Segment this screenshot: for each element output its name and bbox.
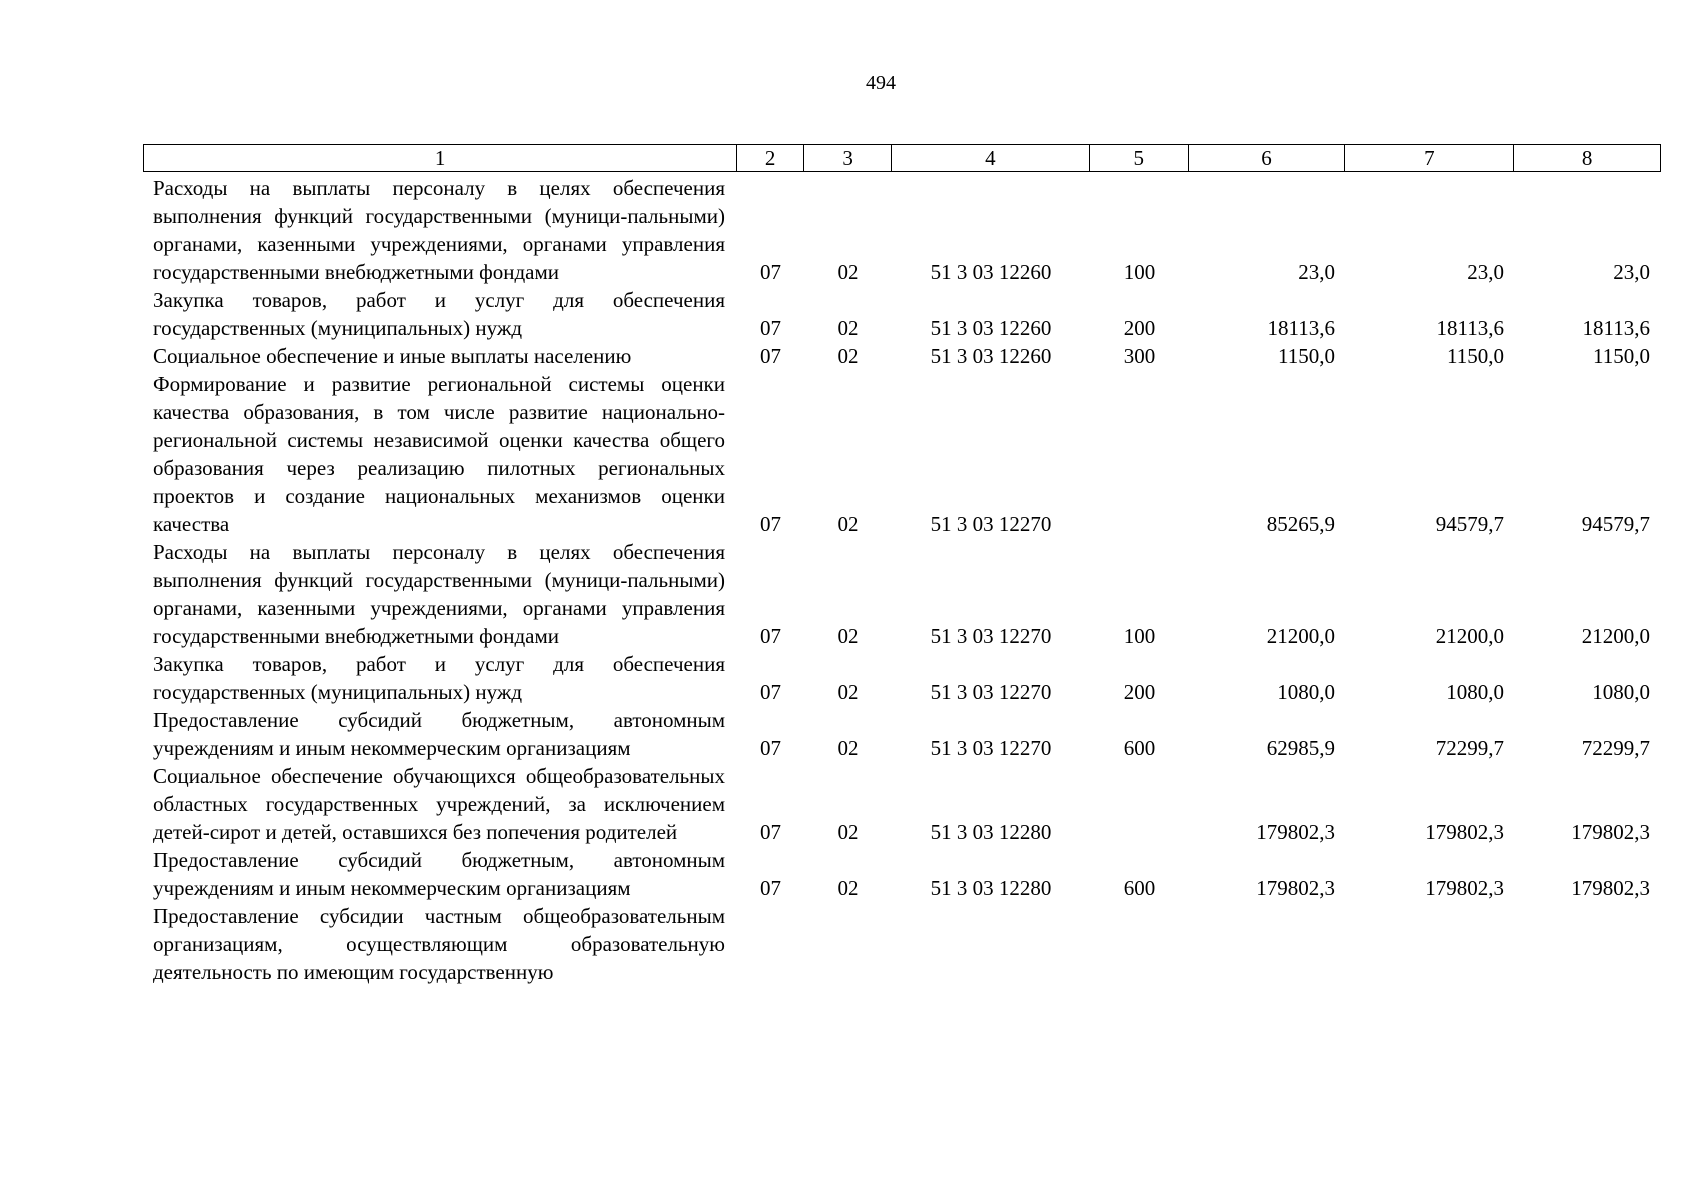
section-code: 07 (760, 820, 781, 844)
section-code: 07 (760, 260, 781, 284)
amount-col-8: 72299,7 (1581, 736, 1650, 760)
header-col-6: 6 (1189, 145, 1346, 171)
target-article-code: 51 3 03 12280 (930, 820, 1052, 844)
expense-type-code: 300 (1123, 344, 1156, 368)
target-article-code: 51 3 03 12270 (930, 736, 1052, 760)
amount-col-6: 1080,0 (1277, 680, 1335, 704)
subsection-code: 02 (837, 624, 859, 648)
expense-type-code: 200 (1123, 680, 1156, 704)
amount-col-7: 72299,7 (1435, 736, 1504, 760)
amount-col-6: 21200,0 (1266, 624, 1335, 648)
section-code: 07 (760, 316, 781, 340)
table-row (143, 650, 1661, 706)
expense-type-code: 100 (1123, 624, 1156, 648)
expense-type-code: 600 (1123, 876, 1156, 900)
amount-col-7: 94579,7 (1435, 512, 1504, 536)
row-description: Формирование и развитие региональной системы оценки качества образования, в том числе развитие национально-региональной системы независимой оценки качества общего образования через реализацию пилотных региональных проектов и создание национальных механизмов оценки качества (153, 372, 725, 536)
amount-col-6: 179802,3 (1256, 876, 1335, 900)
expense-type-code: 100 (1123, 260, 1156, 284)
subsection-code: 02 (837, 260, 859, 284)
subsection-code: 02 (837, 736, 859, 760)
row-description: Предоставление субсидии частным общеобразовательным организациям, осуществляющим образовательную деятельность по имеющим государственную (153, 904, 725, 984)
amount-col-7: 179802,3 (1425, 876, 1504, 900)
row-description: Социальное обеспечение и иные выплаты населению (153, 344, 632, 368)
target-article-code: 51 3 03 12260 (930, 260, 1052, 284)
section-code: 07 (760, 512, 781, 536)
target-article-code: 51 3 03 12270 (930, 624, 1052, 648)
section-code: 07 (760, 624, 781, 648)
table-row (143, 342, 1661, 370)
header-col-8: 8 (1581, 146, 1593, 170)
section-code: 07 (760, 680, 781, 704)
amount-col-7: 1080,0 (1446, 680, 1504, 704)
subsection-code: 02 (837, 344, 859, 368)
row-description: Расходы на выплаты персоналу в целях обеспечения выполнения функций государственными (муници-пальными) органами, казенными учреждениями, органами управления государственными внебюджетными фондами (153, 540, 725, 648)
target-article-code: 51 3 03 12270 (930, 680, 1052, 704)
amount-col-8: 94579,7 (1581, 512, 1650, 536)
amount-col-8: 1150,0 (1593, 344, 1650, 368)
table-row (143, 902, 1661, 986)
table-row (143, 286, 1661, 342)
header-col-7: 7 (1345, 145, 1514, 171)
amount-col-7: 18113,6 (1436, 316, 1504, 340)
section-code: 07 (760, 344, 781, 368)
section-code: 07 (760, 736, 781, 760)
target-article-code: 51 3 03 12270 (930, 512, 1052, 536)
amount-col-7: 23,0 (1467, 260, 1504, 284)
table-row (143, 538, 1661, 650)
section-code: 07 (760, 876, 781, 900)
subsection-code: 02 (837, 512, 859, 536)
amount-col-7: 21200,0 (1435, 624, 1504, 648)
row-description: Предоставление субсидий бюджетным, автономным учреждениям и иным некоммерческим организациям (153, 708, 725, 760)
target-article-code: 51 3 03 12260 (930, 316, 1052, 340)
amount-col-7: 1150,0 (1447, 344, 1504, 368)
row-description: Расходы на выплаты персоналу в целях обеспечения выполнения функций государственными (муници-пальными) органами, казенными учреждениями, органами управления государственными внебюджетными фондами (153, 176, 725, 284)
row-description: Предоставление субсидий бюджетным, автономным учреждениям и иным некоммерческим организациям (153, 848, 725, 900)
expense-type-code: 200 (1123, 316, 1156, 340)
table-row (143, 762, 1661, 846)
subsection-code: 02 (837, 876, 859, 900)
target-article-code: 51 3 03 12280 (930, 876, 1052, 900)
amount-col-8: 18113,6 (1582, 316, 1650, 340)
subsection-code: 02 (837, 820, 859, 844)
row-description: Социальное обеспечение обучающихся общеобразовательных областных государственных учреждений, за исключением детей-сирот и детей, оставшихся без попечения родителей (153, 764, 725, 844)
table-row (143, 846, 1661, 902)
amount-col-8: 21200,0 (1581, 624, 1650, 648)
header-col-5: 5 (1090, 145, 1189, 171)
amount-col-6: 179802,3 (1256, 820, 1335, 844)
amount-col-6: 85265,9 (1266, 512, 1335, 536)
table-row (143, 370, 1661, 538)
table-header (143, 144, 1661, 172)
amount-col-6: 62985,9 (1266, 736, 1335, 760)
amount-col-8: 179802,3 (1571, 876, 1650, 900)
table-row (143, 706, 1661, 762)
page-number: 494 (866, 72, 896, 94)
table-row (143, 174, 1661, 286)
header-col-1: 1 (144, 145, 737, 171)
row-description: Закупка товаров, работ и услуг для обеспечения государственных (муниципальных) нужд (153, 288, 725, 340)
header-col-4: 4 (892, 145, 1090, 171)
amount-col-8: 179802,3 (1571, 820, 1650, 844)
amount-col-6: 23,0 (1298, 260, 1335, 284)
table-body (143, 174, 1661, 986)
header-col-2: 2 (737, 145, 804, 171)
header-col-3: 3 (804, 145, 892, 171)
amount-col-7: 179802,3 (1425, 820, 1504, 844)
subsection-code: 02 (837, 680, 859, 704)
amount-col-8: 1080,0 (1592, 680, 1650, 704)
amount-col-6: 18113,6 (1267, 316, 1335, 340)
target-article-code: 51 3 03 12260 (930, 344, 1052, 368)
expense-type-code: 600 (1123, 736, 1156, 760)
amount-col-8: 23,0 (1613, 260, 1650, 284)
amount-col-6: 1150,0 (1278, 344, 1335, 368)
subsection-code: 02 (837, 316, 859, 340)
row-description: Закупка товаров, работ и услуг для обеспечения государственных (муниципальных) нужд (153, 652, 725, 704)
